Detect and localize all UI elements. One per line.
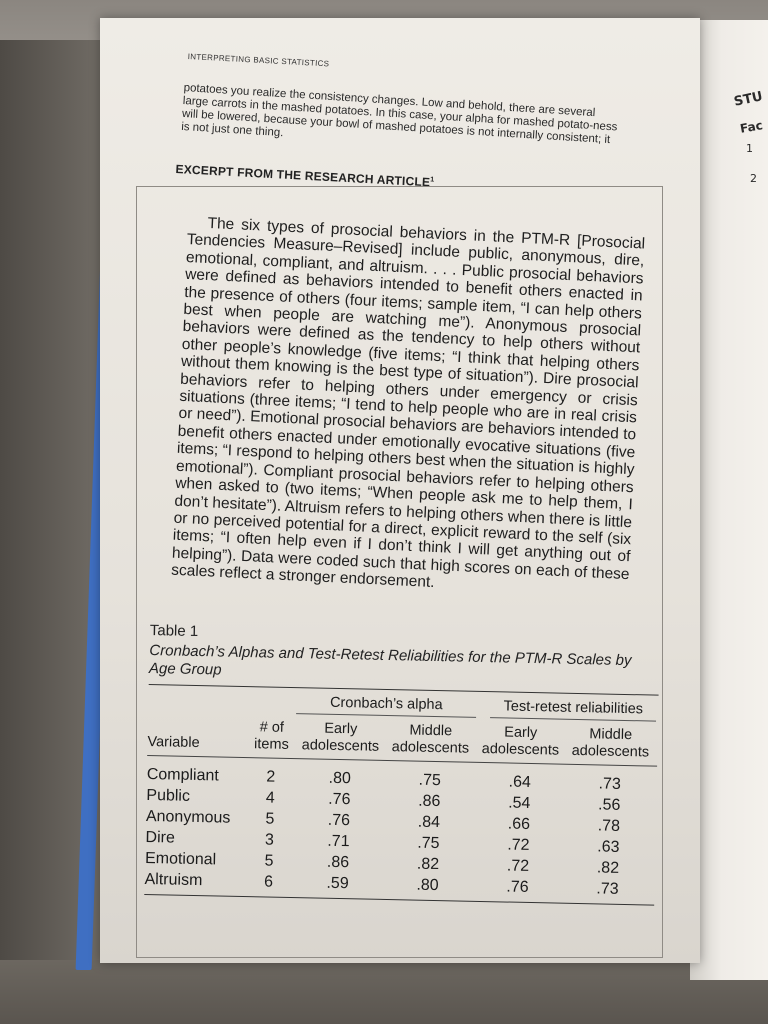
- column-items: # of items: [253, 719, 289, 753]
- cell-alpha-early: .86: [326, 853, 350, 872]
- column-alpha-early: Early adolescents: [301, 720, 380, 755]
- cell-items: 5: [265, 810, 275, 828]
- intro-paragraph: potatoes you realize the consistency changes. Low and behold, there are several large carrots in the mashed potatoes. In this case, your alpha for mashed potato-ness will be lowered, because your bowl of mashed potatoes is not internally consistent; it is not just one thing.: [180, 82, 618, 147]
- facing-page: [690, 20, 768, 980]
- cell-alpha-early: .76: [328, 790, 351, 809]
- cell-items: 6: [263, 873, 274, 891]
- running-head: INTERPRETING BASIC STATISTICS: [187, 52, 330, 69]
- cell-alpha-early: .71: [327, 832, 350, 851]
- background-desk-bottom: [0, 960, 768, 1024]
- cell-alpha-middle: .75: [417, 834, 440, 853]
- cell-alpha-middle: .86: [418, 792, 441, 811]
- facing-page-fragment: 1: [746, 142, 753, 155]
- table-group-header: [148, 691, 658, 722]
- cell-items: 3: [264, 831, 275, 849]
- facing-page-fragment: 2: [750, 172, 757, 185]
- excerpt-body: [171, 214, 646, 601]
- facing-page-fragment: STU: [732, 89, 765, 110]
- cell-items: 4: [265, 789, 275, 807]
- cell-retest-middle: .63: [597, 838, 620, 856]
- book-page: [100, 18, 700, 963]
- cell-items: 2: [266, 768, 276, 786]
- cell-alpha-middle: .82: [416, 855, 440, 874]
- column-variable: Variable: [147, 733, 200, 752]
- group-test-retest: Test-retest reliabilities: [490, 698, 656, 721]
- cell-variable: Emotional: [144, 849, 217, 869]
- column-retest-middle: Middle adolescents: [571, 726, 650, 761]
- cell-retest-middle: .73: [598, 775, 622, 793]
- cell-retest-early: .76: [506, 878, 529, 896]
- cell-retest-middle: .82: [596, 859, 620, 877]
- cell-retest-early: .66: [507, 815, 531, 833]
- cell-alpha-early: .80: [328, 769, 352, 788]
- cell-variable: Anonymous: [145, 807, 231, 827]
- cell-alpha-early: .59: [326, 874, 349, 893]
- cell-variable: Altruism: [144, 870, 203, 890]
- cell-variable: Dire: [145, 828, 176, 847]
- cell-retest-middle: .56: [597, 796, 621, 814]
- cell-retest-early: .64: [508, 773, 532, 792]
- cell-alpha-middle: .75: [418, 771, 442, 790]
- cell-retest-middle: .73: [596, 880, 619, 898]
- cell-retest-early: .72: [506, 857, 530, 875]
- cell-alpha-middle: .84: [417, 813, 441, 832]
- group-cronbach-alpha: Cronbach’s alpha: [296, 694, 476, 718]
- excerpt-paragraph: The six types of prosocial behaviors in the PTM-R [Prosocial Tendencies Measure–Revised] include public, anonymous, dire, emotional, compliant, and altruism. . . . Public prosocial behaviors were defined as behaviors intended to benefit others enacted in the presence of others (four items; sample item, “I can help others best when people are watching me”). Anonymous prosocial behaviors were defined as the tendency to help others without other people’s knowledge (five items; “I think that helping others without them knowing is the best type of situation”). Dire prosocial behaviors refer to helping others under emergency or crisis situations (three items; “I tend to help people who are in real crisis or need”). Emotional prosocial behaviors are behaviors intended to benefit others enacted under emotionally evocative situations (five items; “I respond to helping others best when the situation is highly emotional”). Compliant prosocial behaviors refer to helping others when asked to (two items; “When people ask me to help them, I don’t hesitate”). Altruism refers to helping others when there is little or no perceived potential for a direct, explicit reward to the self (six items; “I often help even if I don’t think I will get anything out of helping”). Data were coded such that high scores on each of these scales reflect a stronger endorsement.: [170, 214, 646, 592]
- cell-alpha-middle: .80: [416, 876, 439, 895]
- cell-variable: Public: [146, 786, 191, 805]
- cell-items: 5: [264, 852, 274, 870]
- column-alpha-middle: Middle adolescents: [391, 722, 470, 757]
- cell-variable: Compliant: [146, 765, 219, 785]
- reliability-table: [144, 622, 660, 906]
- facing-page-fragment: Fac: [738, 118, 764, 136]
- excerpt-heading: EXCERPT FROM THE RESEARCH ARTICLE$^1$: [175, 162, 435, 190]
- cell-alpha-early: .76: [327, 811, 351, 830]
- table-column-header: [147, 717, 658, 762]
- table-caption: Cronbach’s Alphas and Test-Retest Reliabilities for the PTM-R Scales by Age Group: [148, 641, 632, 679]
- cell-retest-early: .54: [507, 794, 531, 813]
- cell-retest-middle: .78: [597, 817, 621, 835]
- cell-retest-early: .72: [507, 836, 530, 854]
- column-retest-early: Early adolescents: [481, 724, 560, 759]
- table-label: Table 1: [149, 622, 199, 641]
